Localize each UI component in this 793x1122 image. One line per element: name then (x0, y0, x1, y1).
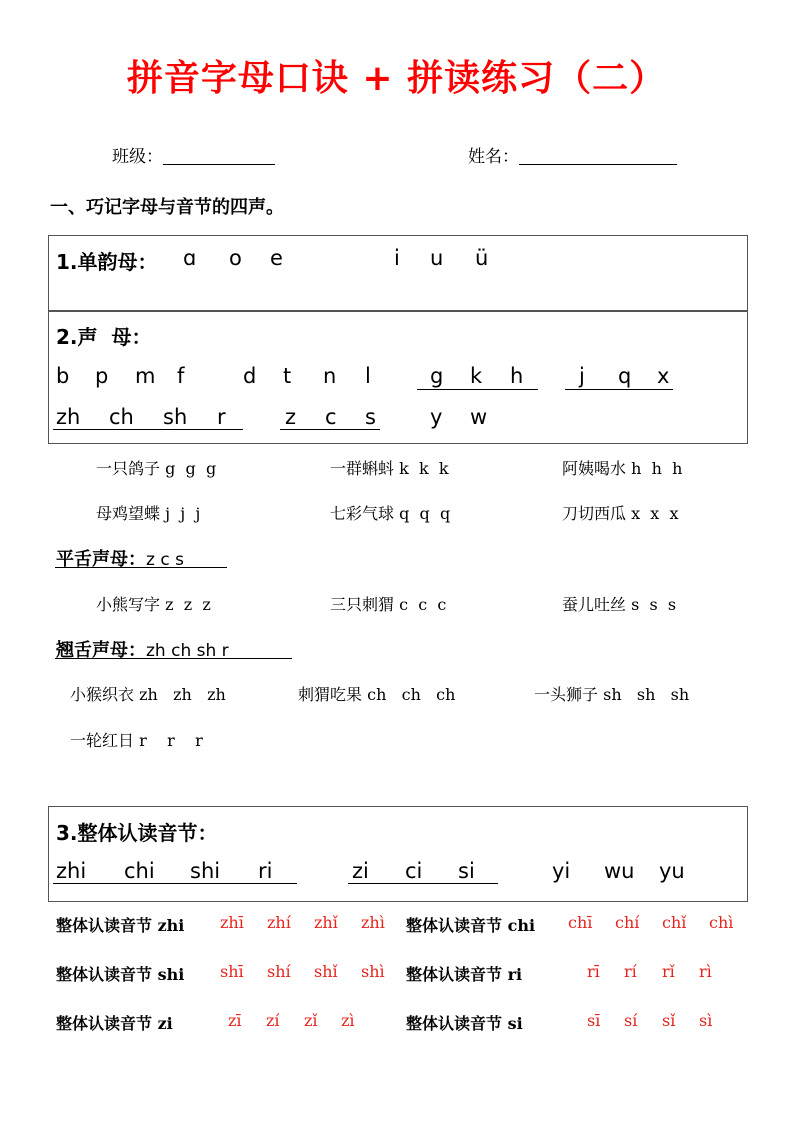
vowel: i (394, 246, 400, 270)
box3-label: 3.整体认读音节： (56, 821, 218, 845)
syllable: zhi (56, 859, 87, 883)
syllable: shi (190, 859, 221, 883)
initial: sh (163, 405, 188, 429)
underline-group1 (53, 883, 297, 884)
initial: r (217, 405, 226, 429)
initial: x (657, 364, 670, 388)
initial: h (510, 364, 524, 388)
rhyme-item: 蚕儿吐丝 s s s (562, 595, 677, 614)
vowel: ɑ (183, 246, 197, 270)
vowel: e (270, 246, 283, 270)
syllable: si (458, 859, 475, 883)
tone-row-label: 整体认读音节 ri (406, 965, 523, 984)
curled-tongue-heading: 翘舌声母：zh ch sh r (56, 640, 229, 661)
tone-syllable: zhī (220, 913, 244, 932)
tone-syllable: zí (266, 1011, 280, 1030)
tone-row-label: 整体认读音节 si (406, 1014, 523, 1033)
initial: w (470, 405, 488, 429)
class-label: 班级： (112, 147, 163, 167)
initial: z (285, 405, 297, 429)
rhyme-item: 七彩气球 q q q (330, 504, 451, 523)
vowel: u (430, 246, 444, 270)
syllable: yu (659, 859, 685, 883)
tone-syllable: sì (699, 1011, 713, 1030)
tone-syllable: chī (568, 913, 593, 932)
name-label: 姓名： (468, 147, 519, 167)
tone-row-label: 整体认读音节 chi (406, 916, 536, 935)
initial: t (283, 364, 292, 388)
syllable: yi (552, 859, 571, 883)
initial: d (243, 364, 257, 388)
box1-label: 1.单韵母： (56, 250, 158, 274)
tone-syllable: zhǐ (314, 913, 338, 932)
underline-flat (55, 567, 227, 568)
tone-syllable: shǐ (314, 962, 338, 981)
tone-syllable: rì (699, 962, 712, 981)
initial: zh (56, 405, 81, 429)
syllable: zi (352, 859, 369, 883)
tone-syllable: chì (709, 913, 734, 932)
name-blank[interactable] (519, 146, 677, 165)
initial: s (365, 405, 376, 429)
tone-syllable: zhì (361, 913, 385, 932)
tone-syllable: rǐ (662, 962, 675, 981)
underline-curl (55, 658, 292, 659)
class-blank[interactable] (163, 146, 275, 165)
rhyme-item: 阿姨喝水 h h h (562, 459, 683, 478)
tone-syllable: rí (624, 962, 637, 981)
rhyme-item: 一头狮子 sh sh sh (534, 685, 690, 704)
underline-zcs (280, 429, 380, 430)
initial: f (177, 364, 185, 388)
underline-gkh (417, 389, 538, 390)
tone-syllable: shī (220, 962, 244, 981)
initial: l (365, 364, 371, 388)
underline-zh-ch-sh-r (53, 429, 243, 430)
rhyme-item: 小熊写字 z z z (96, 595, 211, 614)
underline-group2 (348, 883, 498, 884)
tone-syllable: sī (587, 1011, 601, 1030)
page-title: 拼音字母口诀 + 拼读练习（二） (126, 58, 667, 99)
underline-jqx (565, 389, 673, 390)
syllable: wu (604, 859, 635, 883)
syllable: ci (405, 859, 423, 883)
initial: ch (109, 405, 134, 429)
initial: c (325, 405, 337, 429)
name-field[interactable] (468, 142, 677, 167)
tone-syllable: rī (587, 962, 600, 981)
rhyme-item: 母鸡望蝶 j j j (96, 504, 201, 523)
tone-row-label: 整体认读音节 zi (56, 1014, 173, 1033)
vowel: o (229, 246, 242, 270)
initial: p (95, 364, 109, 388)
rhyme-item: 一只鸽子 g g g (96, 459, 217, 478)
tone-row-label: 整体认读音节 zhi (56, 916, 185, 935)
box2-label: 2.声 母： (56, 325, 152, 349)
initial: m (135, 364, 156, 388)
initial: q (618, 364, 632, 388)
tone-syllable: shì (361, 962, 385, 981)
syllable: ri (258, 859, 273, 883)
tone-row-label: 整体认读音节 shi (56, 965, 185, 984)
initial: y (430, 405, 443, 429)
rhyme-item: 一群蝌蚪 k k k (330, 459, 449, 478)
tone-syllable: sǐ (662, 1011, 676, 1030)
tone-syllable: chí (615, 913, 640, 932)
rhyme-item: 小猴织衣 zh zh zh (70, 685, 226, 704)
tone-syllable: chǐ (662, 913, 687, 932)
initial: k (470, 364, 483, 388)
tone-syllable: zī (228, 1011, 242, 1030)
initial: b (56, 364, 70, 388)
rhyme-item: 刺猬吃果 ch ch ch (298, 685, 456, 704)
tone-syllable: shí (267, 962, 291, 981)
tone-syllable: zì (341, 1011, 355, 1030)
tone-syllable: zǐ (304, 1011, 318, 1030)
tone-syllable: zhí (267, 913, 291, 932)
vowel: ü (475, 246, 489, 270)
section-heading: 一、巧记字母与音节的四声。 (50, 197, 284, 218)
initial: g (430, 364, 444, 388)
syllable: chi (124, 859, 155, 883)
initial: n (323, 364, 337, 388)
initial: j (579, 364, 585, 388)
rhyme-item: 三只刺猬 c c c (330, 595, 447, 614)
rhyme-item: 一轮红日 r r r (70, 731, 203, 750)
class-field[interactable] (112, 142, 275, 167)
tone-syllable: sí (624, 1011, 638, 1030)
flat-tongue-heading: 平舌声母：z c s (56, 549, 184, 570)
rhyme-item: 刀切西瓜 x x x (562, 504, 679, 523)
